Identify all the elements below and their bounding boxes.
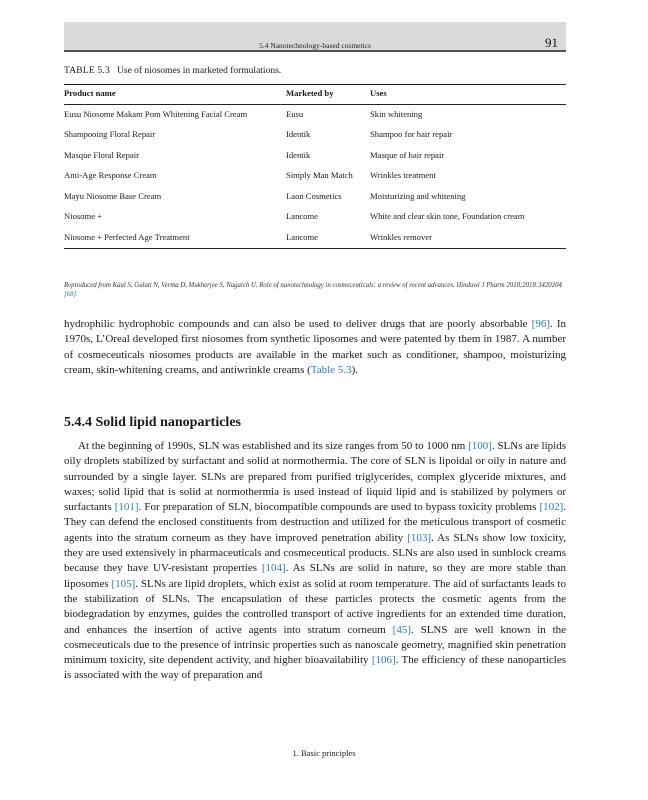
product-cell: Eusu Niosome Makam Pom Whitening Facial Cream [64, 108, 248, 119]
paragraph-text: . As SLNs show low toxicity, they are used extensively in pharmaceuticals and cosmeceutical products. SLNs are also used in sunblock creams because they have UV-resistant properties [64, 531, 566, 575]
source-reference-link[interactable]: [68]. [64, 291, 78, 298]
marketer-cell: Laon Cosmetics [286, 190, 342, 201]
uses-cell: Shampoo for hair repair [370, 129, 453, 139]
paragraph-text: . SLNS are well known in the cosmeceuticals due to the presence of intrinsic properties such as nanoscale geometry, magnified skin penetration minimum toxicity, site dependent activity, and higher bioavailability [64, 623, 567, 667]
uses-cell: Moisturizing and whitening [370, 190, 466, 201]
uses-cell: Masque of hair repair [370, 149, 445, 160]
running-head: 5.4 Nanotechnology-based cosmetics [259, 41, 371, 50]
paragraph-text: At the beginning of 1990s, SLN was established and its size ranges from 50 to 1000 nm [78, 440, 469, 452]
uses-cell: Wrinkles remover [370, 228, 566, 249]
page-footer: 1. Basic principles [292, 748, 356, 758]
citation-link[interactable]: [96] [531, 318, 550, 330]
citation-link[interactable]: [101] [114, 501, 139, 514]
table-source-note [64, 281, 566, 299]
product-cell: Shampooing Floral Repair [64, 129, 156, 139]
citation-link[interactable]: [106] [371, 654, 396, 667]
column-header-product: Product name [64, 85, 286, 105]
column-header-uses: Uses [370, 85, 566, 105]
table-caption-number: TABLE 5.3 [64, 66, 110, 76]
paragraph-text: . For preparation of SLN, biocompatible compounds are used to bypass toxicity problems [138, 501, 540, 514]
marketer-cell: Eusu [286, 108, 304, 119]
product-cell: Niosome + Perfected Age Treatment [64, 228, 286, 249]
citation-link[interactable]: [103] [407, 531, 431, 544]
paragraph-text: . They can defend the enclosed constituents from destruction and utilized for the meticulous transport of cosmetic agents into the stratum corneum as they have improved penetration ability [64, 501, 567, 544]
uses-cell: Skin whitening [370, 108, 423, 119]
table-row [64, 125, 566, 146]
page-header [64, 22, 566, 52]
marketer-cell: Identik [286, 129, 311, 139]
source-note-text: Reproduced from Kaul S, Gulati N, Verma D, Mukherjee S, Nagaich U. Role of nanotechnology in cosmeceuticals: a review of recent advances. Hindawi J Pharm 2018;2018:3420204 [64, 282, 562, 289]
table-row [64, 166, 566, 187]
uses-cell: Wrinkles treatment [370, 170, 436, 180]
uses-cell: White and clear skin tone, Foundation cream [370, 211, 525, 221]
citation-link[interactable]: [102] [539, 501, 564, 514]
paragraph-text: hydrophilic hydrophobic compounds and can also be used to deliver drugs that are poorly absorbable [64, 318, 532, 330]
marketer-cell: Lancome [286, 211, 318, 221]
body-paragraph-2 [64, 439, 566, 684]
body-paragraph-1 [64, 317, 566, 378]
table-caption-text: Use of niosomes in marketed formulations. [117, 66, 282, 76]
niosome-products-table [64, 84, 566, 249]
paragraph-text: . SLNs are lipid droplets, which exist as solid at room temperature. The aid of surfactants leads to the stabilization of SLNs. The encapsulation of these particles protects the cosmetic agents from the biodegradation by enzymes, guides the controlled transport of active ingredients for an extended time duration, and enhances the insertion of active agents into stratum corneum [64, 577, 566, 636]
table-row [64, 146, 566, 167]
table-caption [64, 66, 281, 76]
paragraph-text: . As SLNs are solid in nature, so they are more stable than liposomes [64, 562, 566, 590]
column-header-marketer: Marketed by [286, 85, 370, 105]
table-row [64, 187, 566, 208]
paragraph-text: ). [351, 363, 358, 376]
citation-link[interactable]: [45] [392, 623, 411, 636]
table-row [64, 104, 566, 125]
table-header-row [64, 85, 566, 105]
product-cell: Anti-Age Response Cream [64, 170, 157, 180]
marketer-cell: Identik [286, 149, 311, 160]
marketer-cell: Simply Man Match [286, 170, 353, 180]
product-cell: Mayu Niosome Base Cream [64, 190, 162, 201]
citation-link[interactable]: [104] [261, 562, 286, 575]
citation-link[interactable]: [105] [111, 577, 136, 590]
product-cell: Masque Floral Repair [64, 149, 139, 160]
product-cell: Niosome + [64, 211, 103, 221]
paragraph-text: . The efficiency of these nanoparticles is associated with the way of preparation and [64, 654, 567, 682]
section-heading: 5.4.4 Solid lipid nanoparticles [64, 415, 241, 430]
table-reference-link[interactable]: Table 5.3 [310, 363, 352, 376]
paragraph-text: . SLNs are lipids oily droplets stabilized by surfactant and solid at normothermia. The core of SLN is lipoidal or oily in nature and surrounded by a single layer. SLNs are prepared from purified triglycerides, complex glyceride mixtures, and waxes; solid lipid that is solid at normothermia is used instead of liquid lipid and is stabilized by polymers or surfactants [64, 440, 566, 514]
marketer-cell: Lancome [286, 228, 370, 249]
citation-link[interactable]: [100] [468, 440, 492, 452]
paragraph-text: . In 1970s, L’Oreal developed first niosomes from synthetic liposomes and were patented by them in 1987. A number of cosmeceuticals niosomes products are available in the market such as conditioner, shampoo, moisturizing cream, skin-whitening creams, and antiwrinkle creams ( [64, 318, 566, 376]
table-row [64, 207, 566, 228]
table-row [64, 228, 566, 249]
page-number: 91 [545, 35, 558, 50]
